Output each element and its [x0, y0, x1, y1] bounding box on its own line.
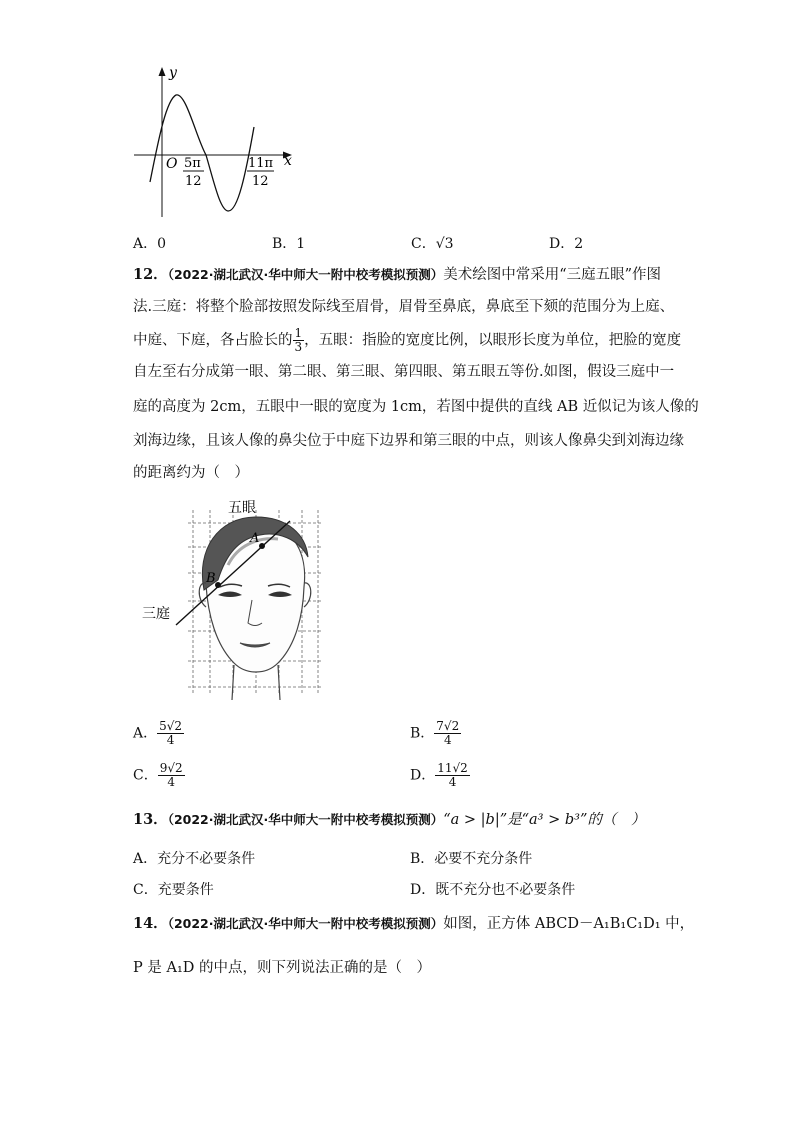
q13-option-b: B．必要不充分条件: [410, 851, 533, 867]
q12-line3: 中庭、下庭，各占脸长的 $\frac{1}{3}$ ，五眼：指脸的宽度比例，以眼形长度为单位，把脸的宽度: [133, 326, 682, 354]
q12-option-d: D． $\frac{11√2}{4}$: [410, 761, 468, 789]
point-a-label: A: [250, 531, 260, 546]
q12-line1: 12．（2022·湖北武汉·华中师大一附中校考模拟预测）美术绘图中常采用“三庭五眼”作图: [133, 266, 662, 283]
q12-line5: 庭的高度为 2cm，五眼中一眼的宽度为 1cm，若图中提供的直线 AB 近似记为该人像的: [133, 399, 699, 415]
q12-option-c: C． $\frac{9√2}{4}$: [133, 761, 183, 789]
q12-option-a: A． $\frac{5√2}{4}$: [133, 719, 183, 747]
tick2-num: 11π: [248, 156, 274, 171]
label-three-sections: 三庭: [142, 606, 170, 622]
q13-option-d: D．既不充分也不必要条件: [410, 882, 576, 898]
right-ear: [304, 583, 311, 607]
q13-option-a: A．充分不必要条件: [133, 851, 256, 867]
q11-option-d: D．2: [549, 236, 584, 252]
q13-stem: 13．（2022·湖北武汉·华中师大一附中校考模拟预测）“a > |b|”是“a³ > b³”的（ ）: [133, 811, 646, 828]
y-axis-arrow: [159, 67, 166, 76]
tick1-num: 5π: [184, 156, 201, 171]
q12-line2: 法.三庭：将整个脸部按照发际线至眉骨，眉骨至鼻底，鼻底至下颏的范围分为上庭、: [133, 299, 675, 315]
q12-fraction: $\frac{1}{3}$: [294, 326, 303, 354]
tick1-den: 12: [185, 174, 202, 189]
point-b: [215, 582, 221, 588]
q11-option-b: B．1: [272, 236, 306, 252]
x-label: x: [284, 153, 292, 169]
label-five-eyes: 五眼: [228, 500, 256, 516]
q12-option-b: B． $\frac{7√2}{4}$: [410, 719, 460, 747]
tick2-den: 12: [252, 174, 269, 189]
q11-option-a: A．0: [133, 236, 167, 252]
q11-option-c: C．√3: [411, 236, 454, 252]
q12-line4: 自左至右分成第一眼、第二眼、第三眼、第四眼、第五眼五等份.如图，假设三庭中一: [133, 364, 675, 380]
point-a: [259, 543, 265, 549]
q12-line7: 的距离约为（ ）: [133, 465, 249, 481]
q14-line1: 14．（2022·湖北武汉·华中师大一附中校考模拟预测）如图，正方体 ABCD－A₁B₁C₁D₁ 中，: [133, 915, 695, 932]
point-b-label: B: [206, 571, 216, 586]
y-label: y: [169, 65, 177, 81]
sine-graph: [128, 62, 303, 222]
sine-curve: [150, 95, 254, 211]
q12-line6: 刘海边缘，且该人像的鼻尖位于中庭下边界和第三眼的中点，则该人像鼻尖到刘海边缘: [133, 433, 684, 449]
q13-option-c: C．充要条件: [133, 882, 214, 898]
origin-label: O: [166, 156, 178, 172]
face-figure: [138, 495, 343, 707]
q14-line2: P 是 A₁D 的中点，则下列说法正确的是（ ）: [133, 960, 431, 976]
